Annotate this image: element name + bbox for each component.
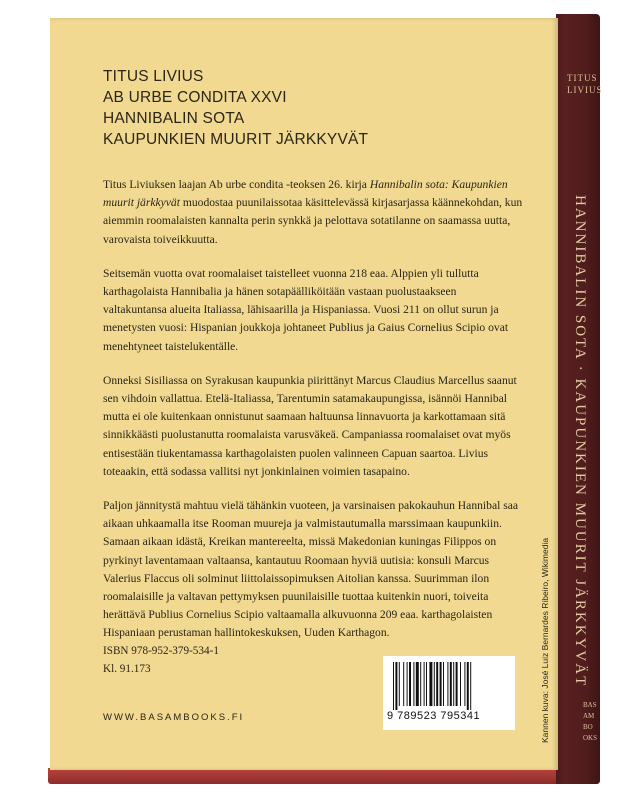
library-classification: Kl. 91.173	[103, 663, 151, 675]
barcode-bar	[464, 662, 465, 706]
barcode-bar	[399, 662, 400, 706]
barcode	[383, 656, 515, 730]
barcode-bar	[440, 662, 442, 706]
barcode-bar	[407, 662, 408, 706]
barcode-bar	[470, 662, 471, 710]
spine-publisher: BASAM BOOKS	[583, 701, 598, 742]
barcode-bar	[436, 662, 438, 706]
barcode-bar	[424, 662, 425, 706]
barcode-bar	[403, 662, 404, 706]
spine-author: TITUS LIVIUS	[567, 73, 603, 95]
barcode-bar	[456, 662, 458, 706]
barcode-bar	[453, 662, 454, 706]
title-line-series: HANNIBALIN SOTA	[103, 110, 245, 127]
back-cover	[50, 18, 558, 770]
publisher-website: WWW.BASAMBOOKS.FI	[103, 712, 245, 723]
barcode-bar	[420, 662, 421, 706]
barcode-bar	[429, 662, 432, 706]
title-line-work: AB URBE CONDITA XXVI	[103, 89, 287, 106]
blurb-italic-title: Hannibalin sota: Kaupunkien muurit järkkyvät	[103, 178, 508, 210]
blurb-intro-rest: muodostaa puunilaissotaa käsittelevässä kirjasarjassa käännekohdan, kun aiemmin roomalaisten kannalta perin synkkä ja pelottava sotatilanne on saamassa uutta, varovaista toiveikkuutta.	[103, 196, 523, 246]
title-block	[103, 66, 523, 150]
barcode-bar	[426, 662, 427, 706]
barcode-bar	[416, 662, 419, 706]
barcode-bars	[391, 662, 507, 710]
barcode-bar	[395, 662, 397, 710]
cover-text-area	[103, 66, 523, 659]
barcode-bar	[434, 662, 435, 706]
title-line-subtitle: KAUPUNKIEN MUURIT JÄRKKYVÄT	[103, 131, 369, 148]
barcode-bar	[393, 662, 394, 710]
blurb-paragraph-1	[103, 176, 523, 249]
barcode-bar	[460, 662, 461, 706]
barcode-bar	[447, 662, 448, 706]
cover-image-credit: Kannen kuva: José Luiz Bernardes Ribeiro, Wikimedia	[540, 537, 550, 743]
isbn: ISBN 978-952-379-534-1	[103, 645, 219, 657]
spine-title: HANNIBALIN SOTA · KAUPUNKIEN MUURIT JÄRKKYVÄT	[572, 195, 588, 688]
barcode-bar	[450, 662, 452, 706]
blurb-paragraph-3: Onneksi Sisiliassa on Syrakusan kaupunkia piirittänyt Marcus Claudius Marcellus saanut sen vihdoin vallattua. Etelä-Italiassa, Tarentumin satamakaupungissa, isännöi Hannibal mutta ei ole kuitenkaan onnistunut saamaan haltuunsa linnavuorta ja karkottamaan sitä sinnikkäästi puolustanutta roomalaista varusväkeä. Campaniassa roomalaiset ovat myös entisestään tiukentamassa karthagolaisten puolen valinneen Capuan saartoa. Livius toteaakin, että sodassa vallitsi nyt jonkinlainen voimien tasapaino.	[103, 373, 517, 478]
book-page-edge	[48, 768, 600, 784]
blurb-paragraph-2: Seitsemän vuotta ovat roomalaiset taistelleet vuonna 218 eaa. Alppien yli tullutta karthagolaista Hannibalia ja hänen sotapäälliköitään vastaan puolustaakseen valtakuntansa alueita Italiassa, lähisaarilla ja Hispaniassa. Vuosi 211 on ollut surun ja menetysten vuosi: Hispanian joukkoja johtaneet Publius ja Gaius Cornelius Scipio ovat menehtyneet taistelukentälle.	[103, 266, 509, 353]
barcode-number: 9 789523 795341	[387, 710, 481, 722]
barcode-bar	[409, 662, 411, 706]
blurb-intro: Titus Liviuksen laajan Ab urbe condita -teoksen 26. kirja	[103, 178, 370, 191]
barcode-bar	[467, 662, 469, 710]
blurb-paragraph-4: Paljon jännitystä mahtuu vielä tähänkin vuoteen, ja varsinaisen pakokauhun Hannibal saa aikaan uhkaamalla itse Rooman muureja ja valmistautumalla marssimaan kaupunkiin. Samaan aikaan idästä, Kreikan mantereelta, missä Makedonian kuningas Filippos on pyrkinyt laventamaan valtaansa, kantautuu Roomaan hyviä uutisia: konsuli Marcus Valerius Flaccus oli solminut liittolaissopimuksen Aitolian kanssa. Suurimman ilon roomalaisille ja valtavan pettymyksen puunilaisille tuottaa kuitenkin nuori, toiveita herättävä Publius Cornelius Scipio valtaamalla alkuvuonna 209 eaa. karthagolaisten Hispaniaan perustaman hallintokeskuksen, Uuden Karthagon.	[103, 499, 519, 640]
isbn-block	[103, 642, 219, 678]
title-line-author: TITUS LIVIUS	[103, 68, 204, 85]
barcode-bar	[443, 662, 444, 706]
barcode-bar	[413, 662, 414, 706]
